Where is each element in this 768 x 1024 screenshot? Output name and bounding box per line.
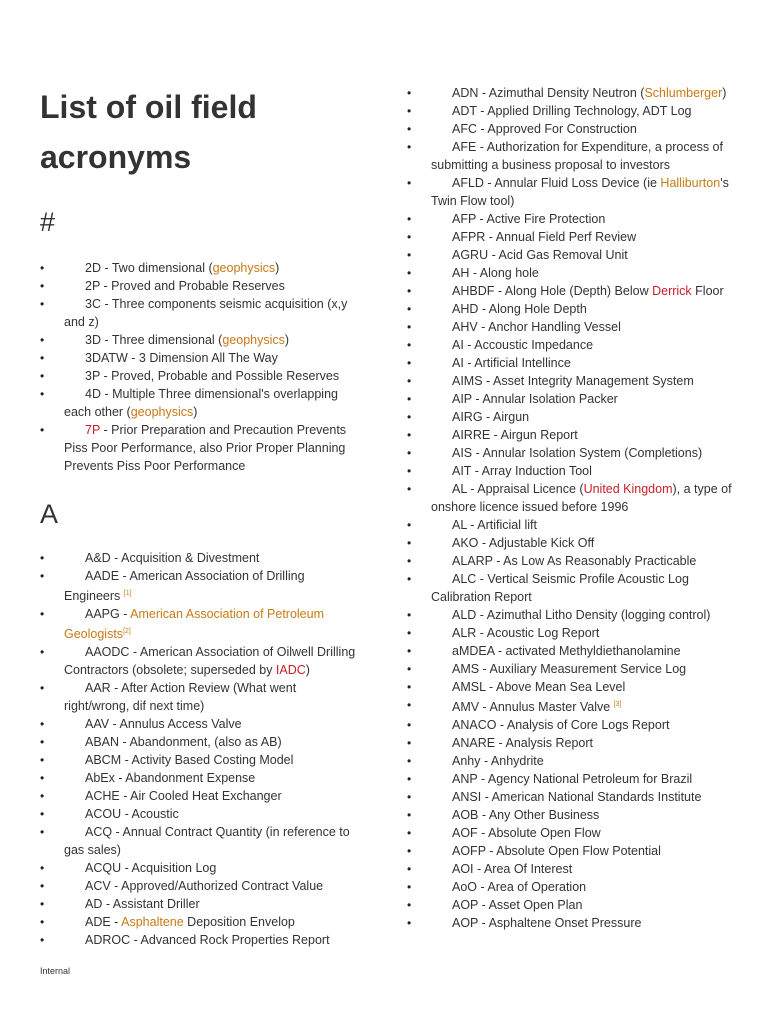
item-text: AAV - Annulus Access Valve	[85, 717, 242, 732]
link-text[interactable]: geophysics	[212, 261, 276, 275]
item-text: ANP - Agency National Petroleum for Brazil	[452, 772, 693, 787]
list-item	[407, 716, 737, 734]
list-item	[407, 354, 737, 372]
item-text: AI - Artificial Intellince	[452, 356, 571, 370]
item-text: AMSL - Above Mean Sea Level	[452, 680, 626, 694]
item-text: ADROC - Advanced Rock Properties Report	[85, 933, 330, 948]
item-text: AOP - Asphaltene Onset Pressure	[452, 916, 642, 931]
list-item	[40, 295, 362, 331]
item-text: )	[275, 261, 280, 275]
item-text: 2D - Two dimensional (	[85, 261, 213, 275]
item-text: 3DATW - 3 Dimension All The Way	[85, 351, 278, 365]
list-item	[40, 769, 362, 787]
item-text: 3D - Three dimensional (	[85, 333, 223, 347]
list-item	[407, 570, 737, 606]
item-text: AKO - Adjustable Kick Off	[452, 536, 595, 550]
item-text: AIRG - Airgun	[452, 410, 530, 424]
item-text: AOI - Area Of Interest	[452, 862, 573, 877]
acronym-list-hash	[40, 259, 362, 475]
item-text: ADT - Applied Drilling Technology, ADT Log	[452, 104, 692, 118]
item-text: AAR - After Action Review (What went right/wrong, dif next time)	[64, 681, 297, 714]
link-text[interactable]: geophysics	[130, 405, 194, 419]
list-item	[407, 444, 737, 462]
list-item	[407, 552, 737, 570]
item-text: A&D - Acquisition & Divestment	[85, 551, 260, 565]
list-item	[40, 733, 362, 751]
item-text: AI - Accoustic Impedance	[452, 338, 594, 352]
item-text: ALARP - As Low As Reasonably Practicable	[452, 554, 697, 568]
list-item	[407, 318, 737, 336]
item-text: AFC - Approved For Construction	[452, 122, 637, 136]
item-text: ACHE - Air Cooled Heat Exchanger	[85, 789, 282, 804]
item-text: Anhy - Anhydrite	[452, 754, 544, 769]
list-item	[407, 282, 737, 300]
item-text: AOFP - Absolute Open Flow Potential	[452, 844, 661, 859]
list-item	[40, 259, 362, 277]
list-item	[407, 678, 737, 696]
item-text: AADE - American Association of Drilling Engineers	[64, 569, 305, 604]
item-text: AAPG -	[85, 607, 131, 622]
item-text: AL - Appraisal Licence (	[452, 482, 584, 496]
footer-classification: Internal	[40, 966, 71, 976]
item-text: ACQ - Annual Contract Quantity (in reference to gas sales)	[64, 825, 350, 858]
item-text: ANARE - Analysis Report	[452, 736, 594, 751]
item-text: ABCM - Activity Based Costing Model	[85, 753, 294, 768]
item-text: AD - Assistant Driller	[85, 897, 200, 912]
list-item	[40, 913, 362, 931]
reference-marker[interactable]: [3]	[613, 701, 622, 708]
item-text: ALR - Acoustic Log Report	[452, 626, 600, 640]
list-item	[40, 823, 362, 859]
item-text: AIMS - Asset Integrity Management System	[452, 374, 694, 388]
item-text: AOP - Asset Open Plan	[452, 898, 583, 913]
list-item	[40, 787, 362, 805]
item-text: ANACO - Analysis of Core Logs Report	[452, 718, 670, 733]
item-text: ACV - Approved/Authorized Contract Value	[85, 879, 324, 894]
list-item	[407, 842, 737, 860]
item-text: AOF - Absolute Open Flow	[452, 826, 601, 841]
link-text[interactable]: Schlumberger	[644, 86, 723, 100]
list-item	[40, 385, 362, 421]
list-item	[407, 860, 737, 878]
list-item	[407, 84, 737, 102]
item-text: 's Twin Flow tool)	[431, 176, 729, 208]
list-item	[40, 277, 362, 295]
item-text: AH - Along hole	[452, 266, 539, 280]
list-item	[407, 300, 737, 318]
link-text[interactable]: geophysics	[222, 333, 285, 347]
list-item	[407, 788, 737, 806]
item-text: AHD - Along Hole Depth	[452, 302, 587, 316]
list-item	[40, 567, 362, 605]
item-text: AHBDF - Along Hole (Depth) Below	[452, 284, 653, 298]
item-text: 3C - Three components seismic acquisition (x,y and z)	[64, 297, 348, 329]
list-item	[40, 877, 362, 895]
list-item	[407, 534, 737, 552]
item-text: )	[193, 405, 198, 419]
list-item	[407, 878, 737, 896]
item-text: AoO - Area of Operation	[452, 880, 587, 895]
list-item	[407, 210, 737, 228]
link-text[interactable]: United Kingdom	[583, 482, 673, 496]
item-text: AFPR - Annual Field Perf Review	[452, 230, 637, 244]
list-item	[40, 805, 362, 823]
list-item	[407, 896, 737, 914]
list-item	[407, 138, 737, 174]
item-text: AFP - Active Fire Protection	[452, 212, 606, 226]
item-text: AL - Artificial lift	[452, 518, 537, 532]
list-item	[40, 751, 362, 769]
list-item	[40, 331, 362, 349]
link-text[interactable]: IADC	[275, 663, 306, 678]
item-text: ), a type of onshore licence issued before 1996	[431, 482, 732, 514]
list-item	[407, 660, 737, 678]
link-text[interactable]: Asphaltene	[121, 915, 184, 930]
link-text[interactable]: Derrick	[652, 284, 692, 298]
item-text: Deposition Envelop	[183, 915, 295, 930]
list-item	[407, 624, 737, 642]
item-text: ABAN - Abandonment, (also as AB)	[85, 735, 282, 750]
list-item	[40, 605, 362, 643]
list-item	[407, 336, 737, 354]
list-item	[407, 516, 737, 534]
list-item	[407, 806, 737, 824]
list-item	[407, 102, 737, 120]
list-item	[407, 372, 737, 390]
list-item	[407, 120, 737, 138]
item-text: ACOU - Acoustic	[85, 807, 179, 822]
item-text: AIS - Annular Isolation System (Completions)	[452, 446, 703, 460]
list-item	[407, 606, 737, 624]
item-text: 4D - Multiple Three dimensional's overlapping each other (	[64, 387, 338, 419]
list-item	[407, 642, 737, 660]
acronym-list-a	[40, 549, 362, 949]
item-text: ADN - Azimuthal Density Neutron (	[452, 86, 645, 100]
list-item	[40, 931, 362, 949]
item-text: ALD - Azimuthal Litho Density (logging control)	[452, 608, 711, 622]
list-item	[40, 349, 362, 367]
item-text: AIRRE - Airgun Report	[452, 428, 578, 442]
acronym-list-right-column	[407, 84, 737, 932]
list-item	[40, 895, 362, 913]
item-text: - Prior Preparation and Precaution Prevents Piss Poor Performance, also Prior Proper Planning Prevents Piss Poor Performance	[64, 423, 347, 473]
item-text: ANSI - American National Standards Institute	[452, 790, 702, 805]
list-item	[407, 408, 737, 426]
item-text: AAODC - American Association of Oilwell Drilling Contractors (obsolete; superseded by	[64, 645, 356, 678]
list-item	[407, 390, 737, 408]
item-text: AHV - Anchor Handling Vessel	[452, 320, 621, 334]
list-item	[40, 859, 362, 877]
list-item	[40, 715, 362, 733]
item-text: )	[305, 663, 310, 678]
list-item	[407, 246, 737, 264]
list-item	[407, 228, 737, 246]
list-item	[40, 421, 362, 475]
item-text: ADE -	[85, 915, 122, 930]
section-heading-hash: #	[40, 207, 56, 237]
item-text: AbEx - Abandonment Expense	[85, 771, 256, 786]
list-item	[407, 752, 737, 770]
link-text[interactable]: Halliburton	[660, 176, 721, 190]
list-item	[407, 174, 737, 210]
item-text: ACQU - Acquisition Log	[85, 861, 217, 876]
list-item	[407, 824, 737, 842]
list-item	[407, 734, 737, 752]
list-item	[407, 462, 737, 480]
item-text: Floor	[691, 284, 724, 298]
list-item	[407, 914, 737, 932]
list-item	[40, 679, 362, 715]
item-text: AMV - Annulus Master Valve	[452, 700, 614, 715]
page-title: List of oil field acronyms	[40, 89, 257, 175]
list-item	[407, 426, 737, 444]
item-text: 2P - Proved and Probable Reserves	[85, 279, 285, 293]
link-text[interactable]: American Association of Petroleum Geologists	[64, 607, 324, 642]
list-item	[407, 696, 737, 716]
reference-marker[interactable]: [1]	[123, 590, 132, 597]
list-item	[407, 770, 737, 788]
list-item	[407, 264, 737, 282]
list-item	[40, 367, 362, 385]
list-item	[40, 643, 362, 679]
list-item	[40, 549, 362, 567]
item-text: AIT - Array Induction Tool	[452, 464, 592, 478]
item-text: AFE - Authorization for Expenditure, a process of submitting a business proposal to investors	[431, 140, 723, 172]
item-text: AGRU - Acid Gas Removal Unit	[452, 248, 628, 262]
link-text[interactable]: 7P	[85, 423, 101, 437]
item-text: ALC - Vertical Seismic Profile Acoustic Log Calibration Report	[431, 572, 689, 604]
item-text: )	[284, 333, 290, 347]
reference-marker[interactable]: [2]	[123, 628, 131, 636]
item-text: AOB - Any Other Business	[452, 808, 600, 823]
item-text: 3P - Proved, Probable and Possible Reserves	[85, 369, 340, 383]
item-text: AMS - Auxiliary Measurement Service Log	[452, 662, 687, 676]
item-text: aMDEA - activated Methyldiethanolamine	[452, 644, 681, 658]
list-item	[407, 480, 737, 516]
item-text: )	[722, 86, 727, 100]
item-text: AIP - Annular Isolation Packer	[452, 392, 618, 406]
section-heading-a: A	[40, 499, 59, 529]
item-text: AFLD - Annular Fluid Loss Device (ie	[452, 176, 661, 190]
